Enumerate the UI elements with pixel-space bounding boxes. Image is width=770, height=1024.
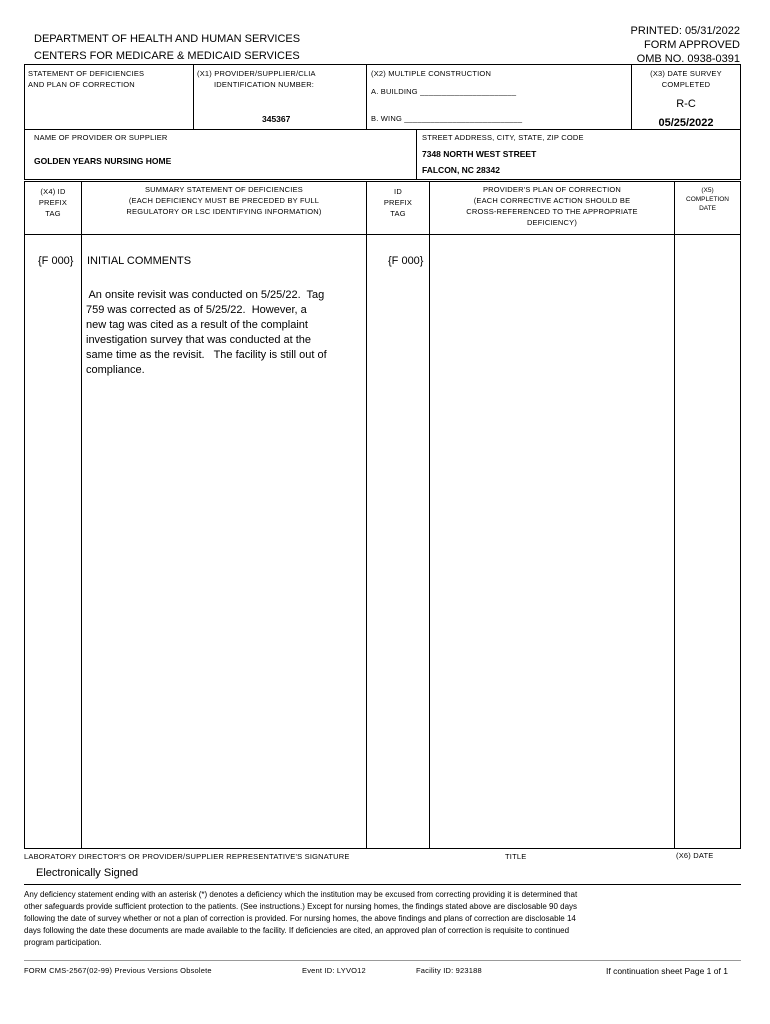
plan-header-2: (EACH CORRECTIVE ACTION SHOULD BE	[473, 196, 631, 205]
x4-header-2: PREFIX	[38, 198, 68, 207]
provider-name-label: NAME OF PROVIDER OR SUPPLIER	[34, 133, 168, 142]
agency-line-2: CENTERS FOR MEDICARE & MEDICAID SERVICES	[34, 50, 300, 62]
plan-header-1: PROVIDER'S PLAN OF CORRECTION	[482, 185, 622, 194]
x5-header-1: (X5)	[701, 187, 714, 194]
rule-right-provider	[740, 129, 741, 179]
provider-id-value: 345367	[262, 114, 291, 124]
disclaimer-line: following the date of survey whether or not a plan of correction is provided. For nursing homes, the above findings and plans of correction are disclosable 14	[24, 914, 576, 923]
x1-label-2: IDENTIFICATION NUMBER:	[214, 80, 315, 89]
printed-date: PRINTED: 05/31/2022	[630, 25, 740, 37]
rule-col-plan	[674, 181, 675, 848]
tag-left: {F 000}	[38, 255, 74, 267]
summary-header-1: SUMMARY STATEMENT OF DEFICIENCIES	[144, 185, 303, 194]
x4-header-1: (X4) ID	[40, 187, 66, 196]
rule-provider-bottom	[24, 179, 741, 180]
street-address: 7348 NORTH WEST STREET	[422, 149, 537, 159]
rule-top	[24, 64, 741, 65]
id-header-1: ID	[394, 187, 402, 196]
entry-body-line: new tag was cited as a result of the complaint	[86, 319, 308, 331]
id-header-2: PREFIX	[383, 198, 413, 207]
statement-label-2: AND PLAN OF CORRECTION	[28, 80, 135, 89]
omb-number: OMB NO. 0938-0391	[636, 53, 740, 65]
form-approved: FORM APPROVED	[644, 39, 740, 51]
x2-building: A. BUILDING ______________________	[371, 87, 517, 96]
entry-body-line: An onsite revisit was conducted on 5/25/22. Tag	[86, 289, 325, 301]
rule-col-x4	[81, 181, 82, 848]
entry-body-line: compliance.	[86, 364, 145, 376]
city-state-zip: FALCON, NC 28342	[422, 165, 500, 175]
x4-header-3: TAG	[45, 209, 61, 218]
tag-right: {F 000}	[388, 255, 424, 267]
x3-rc: R-C	[676, 98, 696, 110]
rule-provider-top	[24, 129, 741, 130]
rule-columns-bottom	[24, 234, 741, 235]
form-number: FORM CMS-2567(02-99) Previous Versions Obsolete	[24, 966, 212, 975]
x5-header-2: COMPLETION	[686, 196, 729, 203]
rule-left-provider	[24, 129, 25, 179]
rule-provider-divider	[416, 129, 417, 179]
rule-right-top	[740, 64, 741, 129]
id-header-3: TAG	[390, 209, 406, 218]
entry-body-line: investigation survey that was conducted at the	[86, 334, 312, 346]
survey-completed-date: 05/25/2022	[658, 117, 714, 129]
rule-x1-left	[193, 64, 194, 129]
entry-body	[86, 288, 364, 378]
plan-header-3: CROSS-REFERENCED TO THE APPROPRIATE	[466, 207, 638, 216]
x2-wing: B. WING ___________________________	[371, 114, 523, 123]
rule-x2-left	[366, 64, 367, 129]
entry-body-line: 759 was corrected as of 5/25/22. However, a	[86, 304, 307, 316]
rule-signature-bottom	[24, 884, 741, 885]
rule-left-top	[24, 64, 25, 129]
summary-header-3: REGULATORY OR LSC IDENTIFYING INFORMATION)	[126, 207, 322, 216]
disclaimer	[24, 889, 724, 949]
disclaimer-line: program participation.	[24, 938, 102, 947]
facility-id: Facility ID: 923188	[416, 966, 482, 975]
form-meta	[631, 24, 740, 66]
x1-label-1: (X1) PROVIDER/SUPPLIER/CLIA	[197, 69, 316, 78]
page-indicator: If continuation sheet Page 1 of 1	[606, 966, 728, 976]
event-id: Event ID: LYVO12	[302, 966, 366, 975]
entry-body-line: same time as the revisit. The facility is still out of	[86, 349, 327, 361]
x2-label: (X2) MULTIPLE CONSTRUCTION	[371, 69, 492, 78]
rule-main-bottom	[24, 848, 741, 849]
rule-col-summary	[366, 181, 367, 848]
rule-right-main	[740, 181, 741, 848]
entry-title: INITIAL COMMENTS	[87, 255, 192, 267]
rule-footer-top	[24, 960, 741, 961]
signature-label: LABORATORY DIRECTOR'S OR PROVIDER/SUPPLIER REPRESENTATIVE'S SIGNATURE	[24, 852, 350, 861]
summary-header-2: (EACH DEFICIENCY MUST BE PRECEDED BY FULL	[128, 196, 320, 205]
disclaimer-line: Any deficiency statement ending with an asterisk (*) denotes a deficiency which the institution may be excused from correcting providing it is determined that	[24, 890, 578, 899]
title-label: TITLE	[505, 852, 527, 861]
address-label: STREET ADDRESS, CITY, STATE, ZIP CODE	[422, 133, 584, 142]
agency-line-1: DEPARTMENT OF HEALTH AND HUMAN SERVICES	[34, 33, 301, 45]
date-label: (X6) DATE	[676, 851, 714, 860]
x3-label-2: COMPLETED	[661, 80, 711, 89]
electronic-signature: Electronically Signed	[36, 867, 139, 879]
rule-left-main	[24, 181, 25, 848]
rule-columns-top	[24, 181, 741, 182]
disclaimer-line: other safeguards provide sufficient protection to the patients. (See instructions.) Except for nursing homes, the findings stated above are disclosable 90 days	[24, 902, 578, 911]
x5-header-3: DATE	[699, 205, 716, 212]
disclaimer-line: days following the date these documents are made available to the facility. If deficiencies are cited, an approved plan of correction is requisite to continued	[24, 926, 570, 935]
plan-header-4: DEFICIENCY)	[526, 218, 578, 227]
statement-label-1: STATEMENT OF DEFICIENCIES	[28, 69, 145, 78]
rule-col-id	[429, 181, 430, 848]
x3-label-1: (X3) DATE SURVEY	[650, 69, 722, 78]
provider-name: GOLDEN YEARS NURSING HOME	[34, 156, 172, 166]
